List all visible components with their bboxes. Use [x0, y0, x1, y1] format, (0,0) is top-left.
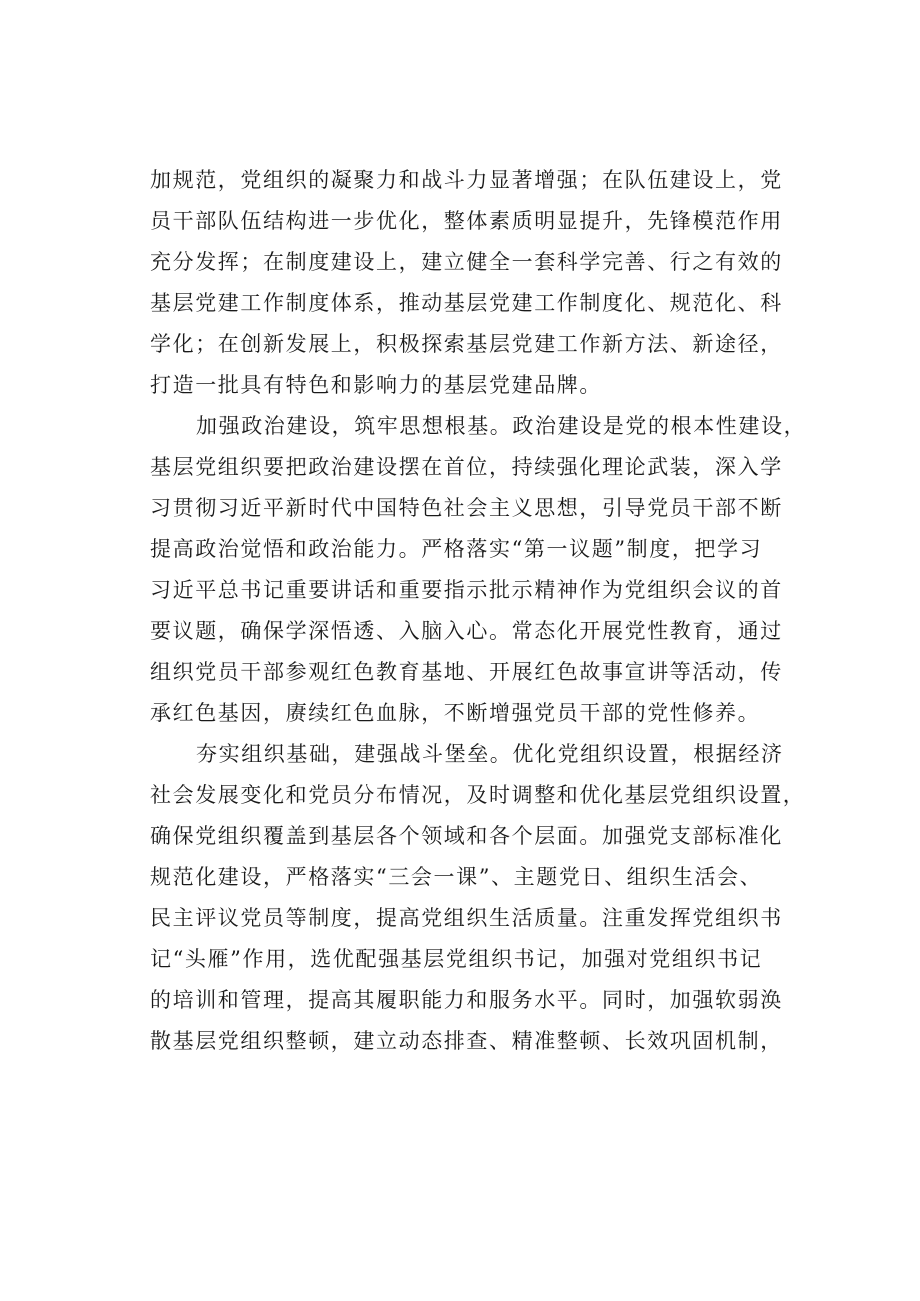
paragraph-line: 基层党建工作制度体系，推动基层党建工作制度化、规范化、科 [150, 291, 783, 315]
paragraph-line: 民主评议党员等制度，提高党组织生活质量。注重发挥党组织书 [150, 906, 783, 930]
paragraph-line: 基层党组织要把政治建设摆在首位，持续强化理论武装，深入学 [150, 455, 783, 479]
paragraph-line: 习贯彻习近平新时代中国特色社会主义思想，引导党员干部不断 [150, 496, 783, 520]
paragraph-line: 规范化建设，严格落实“三会一课”、主题党日、组织生活会、 [150, 865, 763, 889]
paragraph-line: 加强政治建设，筑牢思想根基。政治建设是党的根本性建设， [196, 414, 807, 438]
paragraph-line: 打造一批具有特色和影响力的基层党建品牌。 [150, 373, 602, 397]
paragraph-line: 的培训和管理，提高其履职能力和服务水平。同时，加强软弱涣 [150, 988, 783, 1012]
paragraph-line: 加规范，党组织的凝聚力和战斗力显著增强；在队伍建设上，党 [150, 168, 783, 192]
paragraph-line: 夯实组织基础，建强战斗堡垒。优化党组织设置，根据经济 [196, 742, 784, 766]
paragraph-line: 承红色基因，赓续红色血脉，不断增强党员干部的党性修养。 [150, 701, 761, 725]
paragraph-line: 要议题，确保学深悟透、入脑入心。常态化开展党性教育，通过 [150, 619, 783, 643]
paragraph-organization-foundation [150, 734, 806, 1062]
paragraph-line: 确保党组织覆盖到基层各个领域和各个层面。加强党支部标准化 [150, 824, 783, 848]
paragraph-line: 组织党员干部参观红色教育基地、开展红色故事宣讲等活动，传 [150, 660, 783, 684]
paragraph-line: 记“头雁”作用，选优配强基层党组织书记，加强对党组织书记 [150, 947, 763, 971]
paragraph-line: 散基层党组织整顿，建立动态排查、精准整顿、长效巩固机制， [150, 1029, 783, 1053]
paragraph-line: 充分发挥；在制度建设上，建立健全一套科学完善、行之有效的 [150, 250, 783, 274]
paragraph-line: 习近平总书记重要讲话和重要指示批示精神作为党组织会议的首 [150, 578, 783, 602]
paragraph-line: 员干部队伍结构进一步优化，整体素质明显提升，先锋模范作用 [150, 209, 783, 233]
document-body [150, 160, 807, 1062]
paragraph-line: 社会发展变化和党员分布情况，及时调整和优化基层党组织设置， [150, 783, 806, 807]
paragraph-goals-continued [150, 160, 800, 406]
paragraph-line: 提高政治觉悟和政治能力。严格落实“第一议题”制度，把学习 [150, 537, 763, 561]
paragraph-line: 学化；在创新发展上，积极探索基层党建工作新方法、新途径， [150, 332, 783, 356]
paragraph-political-building [150, 406, 807, 734]
